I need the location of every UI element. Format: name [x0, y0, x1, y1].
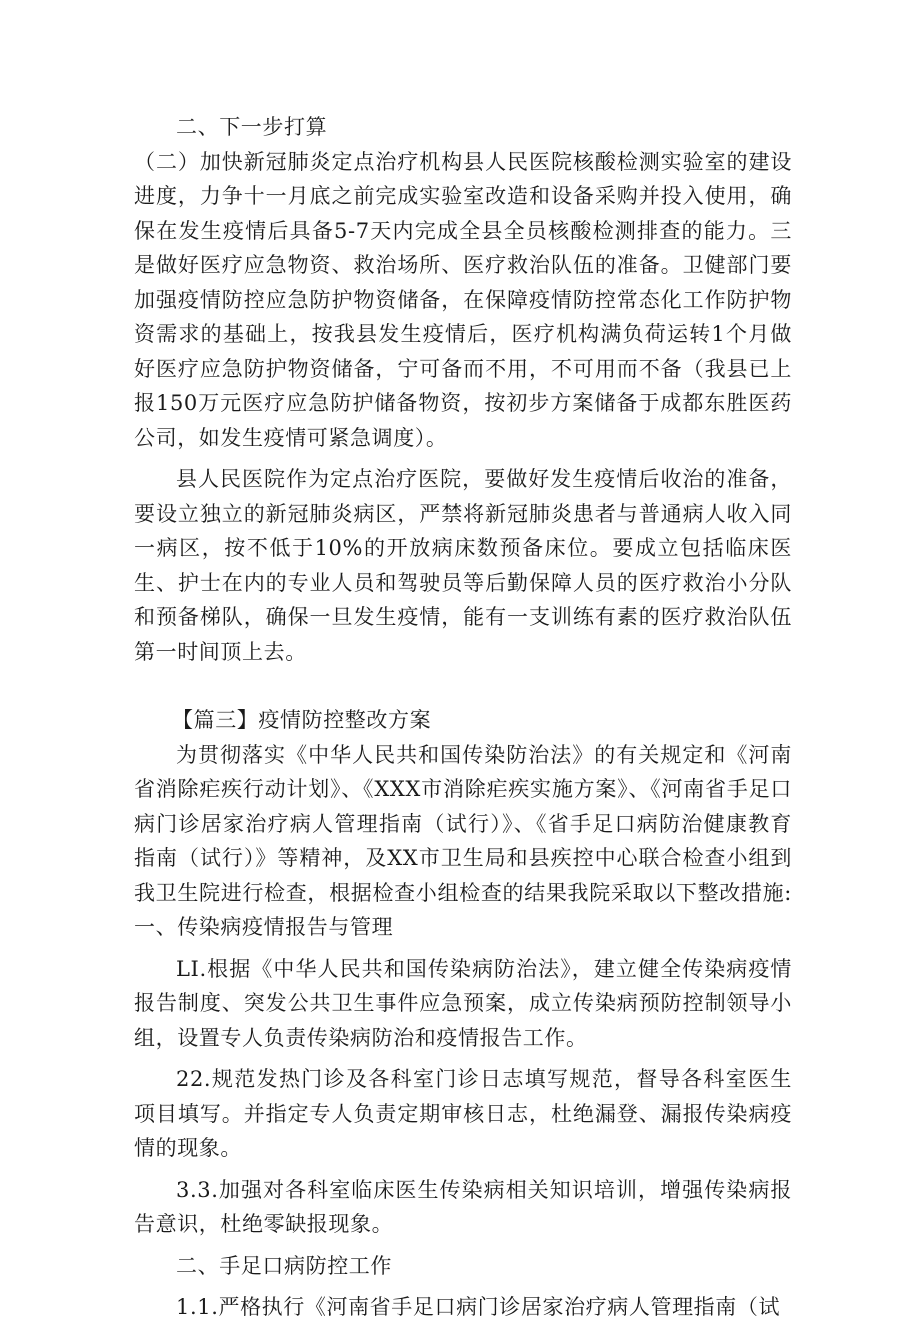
- paragraph-item-training: 3.3.加强对各科室临床医生传染病相关知识培训，增强传染病报告意识，杜绝零缺报现象。: [134, 1177, 792, 1236]
- section-heading-next-steps: 二、下一步打算: [176, 115, 328, 139]
- paragraph-item-reporting-system: LI.根据《中华人民共和国传染病防治法》，建立健全传染病疫情报告制度、突发公共卫生事件应急预案，成立传染病预防控制领导小组，设置专人负责传染病防治和疫情报告工作。: [134, 956, 792, 1050]
- paragraph-designated-hospital: 县人民医院作为定点治疗医院，要做好发生疫情后收治的准备，要设立独立的新冠肺炎病区，严禁将新冠肺炎患者与普通病人收入同一病区，按不低于10%的开放病床数预备床位。要成立包括临床医生、护士在内的专业人员和驾驶员等后勤保障人员的医疗救治小分队和预备梯队，确保一旦发生疫情，能有一支训练有素的医疗救治队伍第一时间顶上去。: [134, 467, 792, 664]
- paragraph-rectification-intro: 为贯彻落实《中华人民共和国传染防治法》的有关规定和《河南省消除疟疾行动计划》、《XXX市消除疟疾实施方案》、《河南省手足口病门诊居家治疗病人管理指南（试行）》、《省手足口病防治健康教育指南（试行）》等精神，及XX市卫生局和县疾控中心联合检查小组到我卫生院进行检查，根据检查小组检查的结果我院采取以下整改措施:一、传染病疫情报告与管理: [134, 742, 792, 939]
- section-heading-hfmd: 二、手足口病防控工作: [176, 1253, 392, 1278]
- section-title-part-three: 【篇三】疫情防控整改方案: [172, 708, 432, 732]
- paragraph-item-clinic-logs: 22.规范发热门诊及各科室门诊日志填写规范，督导各科室医生项目填写。并指定专人负责定期审核日志，杜绝漏登、漏报传染病疫情的现象。: [134, 1067, 792, 1160]
- paragraph-item-hfmd-guideline: 1.1.严格执行《河南省手足口病门诊居家治疗病人管理指南（试: [176, 1295, 781, 1319]
- paragraph-nucleic-acid-lab: （二）加快新冠肺炎定点治疗机构县人民医院核酸检测实验室的建设进度，力争十一月底之前完成实验室改造和设备采购并投入使用，确保在发生疫情后具备5-7天内完成全县全员核酸检测排查的能力。三是做好医疗应急物资、救治场所、医疗救治队伍的准备。卫健部门要加强疫情防控应急防护物资储备，在保障疫情防控常态化工作防护物资需求的基础上，按我县发生疫情后，医疗机构满负荷运转1个月做好医疗应急防护物资储备，宁可备而不用，不可用而不备（我县已上报150万元医疗应急防护储备物资，按初步方案储备于成都东胜医药公司，如发生疫情可紧急调度）。: [134, 149, 792, 450]
- document-body: [134, 110, 792, 1325]
